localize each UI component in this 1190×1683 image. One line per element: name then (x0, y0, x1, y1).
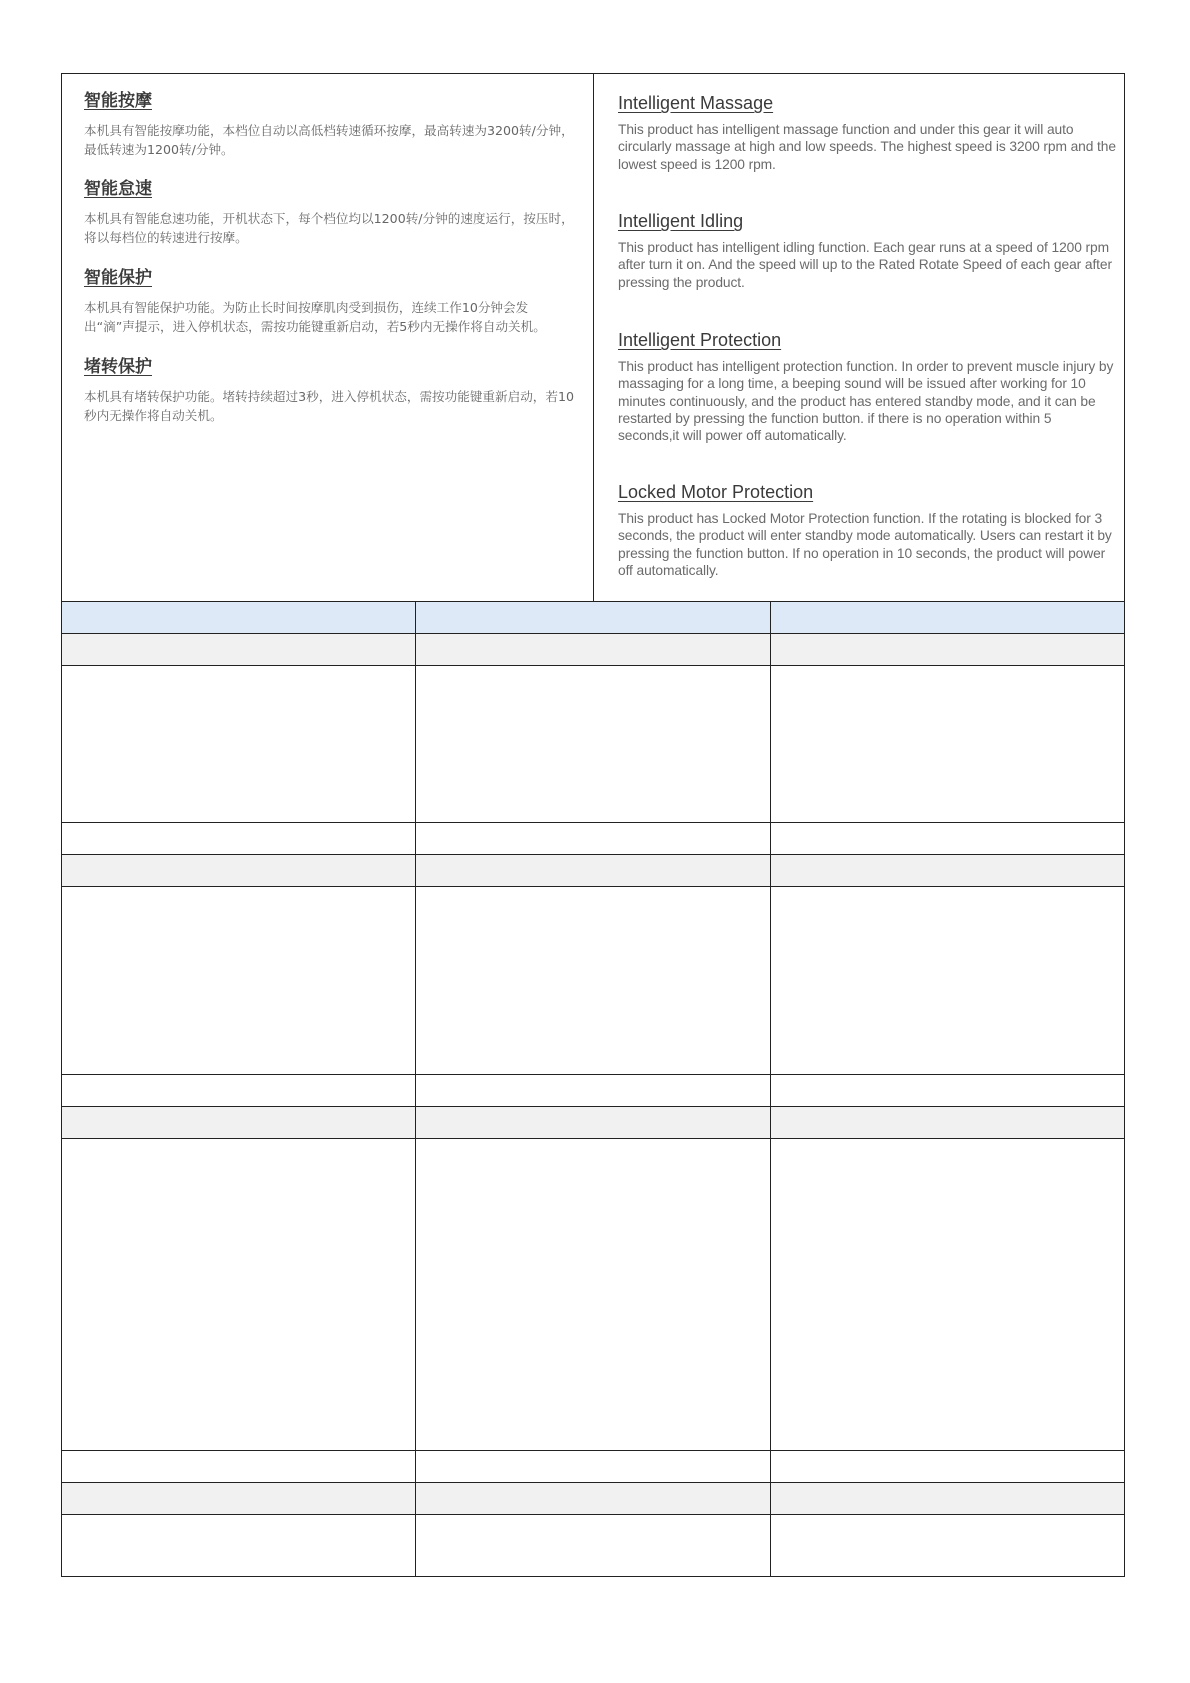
en-paragraph: This product has intelligent massage function and under this gear it will auto circularly massage at high and low speeds. The highest speed is 3200 rpm and the lowest speed is 1200 rpm. (618, 122, 1116, 172)
spec-table (62, 602, 1124, 1576)
en-heading: Locked Motor Protection (618, 482, 814, 502)
table-cell (771, 887, 1124, 1074)
table-cell (416, 1515, 770, 1576)
table-header-cell (62, 602, 416, 633)
table-row (62, 1075, 1124, 1107)
table-cell (416, 1075, 770, 1106)
cn-section-intelligent-massage (84, 90, 574, 159)
cn-heading: 智能保护 (84, 268, 152, 288)
table-cell (416, 1483, 770, 1514)
table-cell (771, 1515, 1124, 1576)
table-cell (416, 1107, 770, 1138)
table-row (62, 887, 1124, 1075)
table-cell (62, 887, 416, 1074)
table-cell (62, 855, 416, 886)
table-row (62, 855, 1124, 887)
table-cell (416, 1139, 770, 1450)
en-heading: Intelligent Idling (618, 211, 744, 231)
table-row (62, 1451, 1124, 1483)
cn-section-locked-motor-protection (84, 356, 574, 425)
document-frame (61, 73, 1125, 1577)
cn-paragraph: 本机具有堵转保护功能。堵转持续超过3秒，进入停机状态，需按功能键重新启动，若10秒内无操作将自动关机。 (84, 389, 575, 423)
en-paragraph: This product has Locked Motor Protection function. If the rotating is blocked for 3 seconds, the product will enter standby mode automatically. Users can restart it by pressing the function button. If no operation in 10 seconds, the product will power off automatically. (618, 511, 1112, 578)
en-paragraph: This product has intelligent protection function. In order to prevent muscle injury by massaging for a long time, a beeping sound will be issued after working for 10 minutes continuously, and the product has entered standby mode, and it can be restarted by pressing the function button. if there is no operation within 5 seconds,it will power off automatically. (618, 359, 1114, 444)
table-cell (62, 666, 416, 822)
table-cell (771, 634, 1124, 665)
table-cell (62, 1139, 416, 1450)
table-cell (62, 823, 416, 854)
table-row (62, 1107, 1124, 1139)
table-cell (416, 634, 770, 665)
en-section-locked-motor-protection (618, 481, 1116, 579)
chinese-column (62, 74, 594, 601)
table-row (62, 1139, 1124, 1451)
table-row (62, 1515, 1124, 1576)
table-row (62, 666, 1124, 823)
table-cell (62, 634, 416, 665)
en-heading: Intelligent Massage (618, 93, 774, 113)
table-row (62, 634, 1124, 666)
table-cell (416, 666, 770, 822)
table-cell (771, 1451, 1124, 1482)
table-cell (416, 823, 770, 854)
table-cell (771, 855, 1124, 886)
en-section-intelligent-protection (618, 329, 1116, 444)
en-heading: Intelligent Protection (618, 330, 782, 350)
table-cell (416, 855, 770, 886)
cn-section-intelligent-protection (84, 267, 574, 336)
cn-heading: 堵转保护 (84, 357, 152, 377)
en-section-intelligent-idling (618, 210, 1116, 291)
cn-section-intelligent-idling (84, 178, 574, 247)
table-cell (62, 1483, 416, 1514)
table-cell (62, 1515, 416, 1576)
table-cell (62, 1451, 416, 1482)
table-cell (62, 1107, 416, 1138)
table-header-row (62, 602, 1124, 634)
table-header-cell (416, 602, 770, 633)
cn-paragraph: 本机具有智能怠速功能，开机状态下，每个档位均以1200转/分钟的速度运行，按压时，将以每档位的转速进行按摩。 (84, 211, 574, 245)
table-cell (62, 1075, 416, 1106)
table-cell (416, 1451, 770, 1482)
en-section-intelligent-massage (618, 92, 1116, 173)
table-cell (771, 1139, 1124, 1450)
table-row (62, 823, 1124, 855)
en-paragraph: This product has intelligent idling function. Each gear runs at a speed of 1200 rpm after turn it on. And the speed will up to the Rated Rotate Speed of each gear after pressing the product. (618, 240, 1112, 290)
table-cell (771, 1483, 1124, 1514)
cn-paragraph: 本机具有智能保护功能。为防止长时间按摩肌肉受到损伤，连续工作10分钟会发出“滴”声提示，进入停机状态，需按功能键重新启动，若5秒内无操作将自动关机。 (84, 300, 546, 334)
cn-paragraph: 本机具有智能按摩功能，本档位自动以高低档转速循环按摩，最高转速为3200转/分钟，最低转速为1200转/分钟。 (84, 123, 574, 157)
feature-description-panel (62, 74, 1124, 602)
table-cell (771, 666, 1124, 822)
table-cell (416, 887, 770, 1074)
cn-heading: 智能怠速 (84, 179, 152, 199)
english-column (594, 74, 1126, 601)
table-cell (771, 1107, 1124, 1138)
cn-heading: 智能按摩 (84, 91, 152, 111)
table-cell (771, 823, 1124, 854)
table-header-cell (771, 602, 1124, 633)
table-cell (771, 1075, 1124, 1106)
table-row (62, 1483, 1124, 1515)
